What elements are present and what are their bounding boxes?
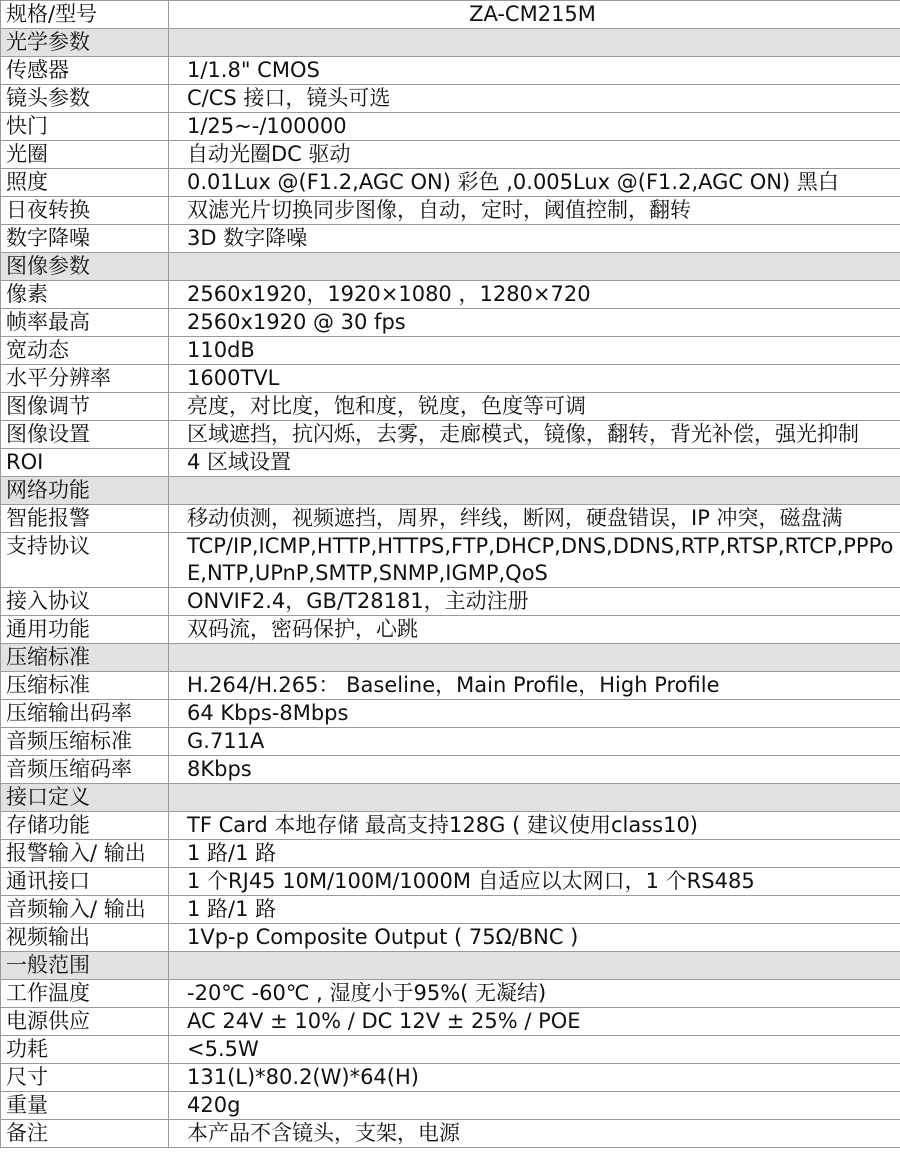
section-title: 图像参数 — [1, 253, 169, 281]
spec-row — [1, 756, 900, 784]
spec-label: 日夜转换 — [1, 197, 169, 225]
spec-row — [1, 225, 900, 253]
spec-row — [1, 85, 900, 113]
spec-label: 宽动态 — [1, 337, 169, 365]
spec-label: 电源供应 — [1, 1008, 169, 1036]
spec-value: 2560x1920 @ 30 fps — [169, 309, 900, 337]
spec-label: ROI — [1, 449, 169, 477]
spec-value: 亮度，对比度，饱和度，锐度，色度等可调 — [169, 393, 900, 421]
spec-row — [1, 421, 900, 449]
spec-label: 通用功能 — [1, 616, 169, 644]
spec-row — [1, 505, 900, 533]
spec-row — [1, 588, 900, 616]
spec-row — [1, 812, 900, 840]
section-empty-cell — [169, 477, 900, 505]
spec-value: 移动侦测，视频遮挡，周界，绊线，断网，硬盘错误，IP 冲突，磁盘满 — [169, 505, 900, 533]
spec-row — [1, 365, 900, 393]
spec-value: 3D 数字降噪 — [169, 225, 900, 253]
section-empty-cell — [169, 253, 900, 281]
spec-row — [1, 141, 900, 169]
section-title: 网络功能 — [1, 477, 169, 505]
section-title: 接口定义 — [1, 784, 169, 812]
spec-value: -20℃ -60℃ , 湿度小于95%( 无凝结) — [169, 980, 900, 1008]
spec-label: 快门 — [1, 113, 169, 141]
spec-value: 1/25~-/100000 — [169, 113, 900, 141]
spec-value: 4 区域设置 — [169, 449, 900, 477]
spec-value: 1600TVL — [169, 365, 900, 393]
section-empty-cell — [169, 644, 900, 672]
spec-value: 420g — [169, 1092, 900, 1120]
spec-value: 双码流，密码保护，心跳 — [169, 616, 900, 644]
spec-label: 照度 — [1, 169, 169, 197]
spec-row — [1, 924, 900, 952]
spec-row — [1, 309, 900, 337]
spec-value: <5.5W — [169, 1036, 900, 1064]
spec-row — [1, 1036, 900, 1064]
section-header-row — [1, 29, 900, 57]
spec-row — [1, 672, 900, 700]
spec-label: 像素 — [1, 281, 169, 309]
spec-value: 2560x1920，1920×1080 ，1280×720 — [169, 281, 900, 309]
spec-label: 工作温度 — [1, 980, 169, 1008]
spec-value: 1/1.8" CMOS — [169, 57, 900, 85]
spec-label: 音频压缩码率 — [1, 756, 169, 784]
spec-value: 1Vp-p Composite Output ( 75Ω/BNC ) — [169, 924, 900, 952]
spec-value: 本产品不含镜头，支架，电源 — [169, 1120, 900, 1148]
spec-value: TF Card 本地存储 最高支持128G ( 建议使用class10) — [169, 812, 900, 840]
spec-row — [1, 533, 900, 588]
spec-label: 智能报警 — [1, 505, 169, 533]
spec-row — [1, 1008, 900, 1036]
spec-value: 区域遮挡，抗闪烁，去雾，走廊模式，镜像，翻转，背光补偿，强光抑制 — [169, 421, 900, 449]
spec-row — [1, 700, 900, 728]
model-value: ZA-CM215M — [169, 1, 900, 29]
spec-value: AC 24V ± 10% / DC 12V ± 25% / POE — [169, 1008, 900, 1036]
spec-label: 镜头参数 — [1, 85, 169, 113]
spec-value: C/CS 接口，镜头可选 — [169, 85, 900, 113]
spec-label: 备注 — [1, 1120, 169, 1148]
spec-row — [1, 57, 900, 85]
spec-value: H.264/H.265： Baseline，Main Profile，High Profile — [169, 672, 900, 700]
section-header-row — [1, 952, 900, 980]
spec-row — [1, 896, 900, 924]
section-header-row — [1, 784, 900, 812]
spec-row — [1, 1120, 900, 1148]
spec-value: 8Kbps — [169, 756, 900, 784]
spec-value: 双滤光片切换同步图像，自动，定时，阈值控制，翻转 — [169, 197, 900, 225]
section-empty-cell — [169, 952, 900, 980]
spec-row — [1, 868, 900, 896]
spec-value: TCP/IP,ICMP,HTTP,HTTPS,FTP,DHCP,DNS,DDNS,RTP,RTSP,RTCP,PPPoE,NTP,UPnP,SMTP,SNMP,IGMP,QoS — [169, 533, 900, 588]
spec-value: G.711A — [169, 728, 900, 756]
spec-label: 水平分辨率 — [1, 365, 169, 393]
spec-row — [1, 1092, 900, 1120]
spec-row — [1, 616, 900, 644]
spec-row — [1, 169, 900, 197]
spec-value: ONVIF2.4，GB/T28181，主动注册 — [169, 588, 900, 616]
spec-row — [1, 840, 900, 868]
section-header-row — [1, 477, 900, 505]
section-title: 光学参数 — [1, 29, 169, 57]
spec-label: 压缩输出码率 — [1, 700, 169, 728]
spec-label: 图像设置 — [1, 421, 169, 449]
section-header-row — [1, 644, 900, 672]
spec-value: 0.01Lux @(F1.2,AGC ON) 彩色 ,0.005Lux @(F1.2,AGC ON) 黑白 — [169, 169, 900, 197]
spec-value: 1 路/1 路 — [169, 840, 900, 868]
spec-label: 功耗 — [1, 1036, 169, 1064]
spec-label: 存储功能 — [1, 812, 169, 840]
spec-value: 64 Kbps-8Mbps — [169, 700, 900, 728]
section-empty-cell — [169, 29, 900, 57]
spec-label: 视频输出 — [1, 924, 169, 952]
section-title: 压缩标准 — [1, 644, 169, 672]
spec-row — [1, 281, 900, 309]
spec-row — [1, 197, 900, 225]
spec-row — [1, 728, 900, 756]
spec-label: 压缩标准 — [1, 672, 169, 700]
spec-row — [1, 393, 900, 421]
spec-label: 音频压缩标准 — [1, 728, 169, 756]
spec-value: 110dB — [169, 337, 900, 365]
spec-row — [1, 1064, 900, 1092]
spec-row — [1, 113, 900, 141]
spec-label: 重量 — [1, 1092, 169, 1120]
spec-value: 自动光圈DC 驱动 — [169, 141, 900, 169]
spec-label: 传感器 — [1, 57, 169, 85]
spec-label: 报警输入/ 输出 — [1, 840, 169, 868]
section-title: 一般范围 — [1, 952, 169, 980]
spec-label: 音频输入/ 输出 — [1, 896, 169, 924]
spec-row — [1, 337, 900, 365]
section-header-row — [1, 253, 900, 281]
spec-label: 帧率最高 — [1, 309, 169, 337]
spec-row — [1, 449, 900, 477]
model-header-row — [1, 1, 900, 29]
spec-value: 1 路/1 路 — [169, 896, 900, 924]
model-label: 规格/型号 — [1, 1, 169, 29]
spec-value: 131(L)*80.2(W)*64(H) — [169, 1064, 900, 1092]
spec-label: 光圈 — [1, 141, 169, 169]
spec-label: 接入协议 — [1, 588, 169, 616]
spec-table-body — [1, 1, 900, 1148]
spec-label: 数字降噪 — [1, 225, 169, 253]
spec-label: 通讯接口 — [1, 868, 169, 896]
spec-value: 1 个RJ45 10M/100M/1000M 自适应以太网口，1 个RS485 — [169, 868, 900, 896]
section-empty-cell — [169, 784, 900, 812]
spec-label: 支持协议 — [1, 533, 169, 588]
spec-label: 尺寸 — [1, 1064, 169, 1092]
spec-row — [1, 980, 900, 1008]
spec-label: 图像调节 — [1, 393, 169, 421]
